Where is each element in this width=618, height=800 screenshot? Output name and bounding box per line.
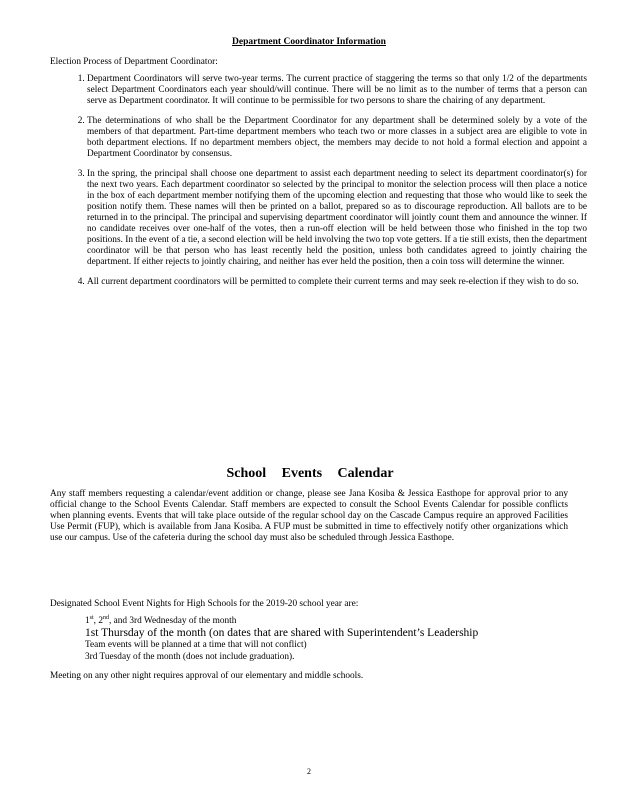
list-item xyxy=(87,116,587,160)
event-nights-list xyxy=(68,613,568,664)
list-item xyxy=(87,169,587,268)
list-item xyxy=(87,74,587,107)
election-process-list xyxy=(67,74,587,297)
list-item-text: 2. The determinations of who shall be the Department Coordinator for any department shall be determined solely by a vote of the members of that department. Part-time department members who teach two or more classes in a subject area are eligible to vote in both department elections. If no department members object, the members may decide to not hold a formal election and appoint a Department Coordinator by consensus. xyxy=(87,116,587,159)
list-item xyxy=(87,277,587,288)
section-heading: School Events Calendar xyxy=(226,466,394,481)
list-item-text: 1. Department Coordinators will serve two-year terms. The current practice of staggering the terms so that only 1/2 of the departments select Department Coordinators each year should/will continue. There will be no limit as to the number of terms that a person can serve as Department coordinator. It will continue to be permissible for two persons to share the chairing of any department. xyxy=(87,74,587,106)
night-text: 1st Thursday of the month (on dates that are shared with Superintendent’s Leadership xyxy=(85,627,479,640)
meeting-note: Meeting on any other night requires approval of our elementary and middle schools. xyxy=(50,671,364,681)
event-nights-intro: Designated School Event Nights for High Schools for the 2019-20 school year are: xyxy=(50,599,359,609)
list-item xyxy=(68,628,568,651)
page-title: Department Coordinator Information xyxy=(232,37,386,47)
election-intro: Election Process of Department Coordinator: xyxy=(50,57,218,67)
list-item xyxy=(68,652,568,663)
list-item-text: 3. In the spring, the principal shall choose one department to assist each department needing to select its department coordinator(s) for the next two years. Each department coordinator so selected by the principal to monitor the selection process will then place a notice in the box of each department member notifying them of the upcoming election and requesting that those who would like to seek the position notify them. These names will then be printed on a ballot, prepared so as to discourage reproduction. All ballots are to be returned in to the principal. The principal and supervising department coordinator will jointly count them and announce the winner. If no candidate receives over one-half of the votes, then a run-off election will be held between those who finished in the top two positions. In the event of a tie, a second election will be held involving the two top vote getters. If a tie still exists, then the department coordinator will be that person who has least recently held the position, unless both candidates agreed to jointly chairing the department. If either rejects to jointly chairing, and neither has ever held the position, then a coin toss will determine the winner. xyxy=(87,169,587,267)
night-subtext: Team events will be planned at a time that will not conflict) xyxy=(85,640,307,651)
night-text: 3rd Tuesday of the month (does not include graduation). xyxy=(85,652,295,663)
night-text: 1st, 2nd, and 3rd Wednesday of the month xyxy=(85,615,237,627)
page-number: 2 xyxy=(307,767,311,776)
calendar-paragraph: Any staff members requesting a calendar/event addition or change, please see Jana Kosiba & Jessica Easthope for approval prior to any official change to the School Events Calendar. Staff members are expected to consult the School Events Calendar for possible conflicts when planning events. Events that will take place outside of the regular school day on the Cascade Campus require an approved Facilities Use Permit (FUP), which is available from Jana Kosiba. A FUP must be submitted in time to effectively notify other organizations which use our campus. Use of the cafeteria during the school day must also be scheduled through Jessica Easthope. xyxy=(50,489,568,543)
list-item-text: 4. All current department coordinators will be permitted to complete their current terms and may seek re-election if they wish to do so. xyxy=(87,277,579,287)
list-item xyxy=(68,613,568,627)
